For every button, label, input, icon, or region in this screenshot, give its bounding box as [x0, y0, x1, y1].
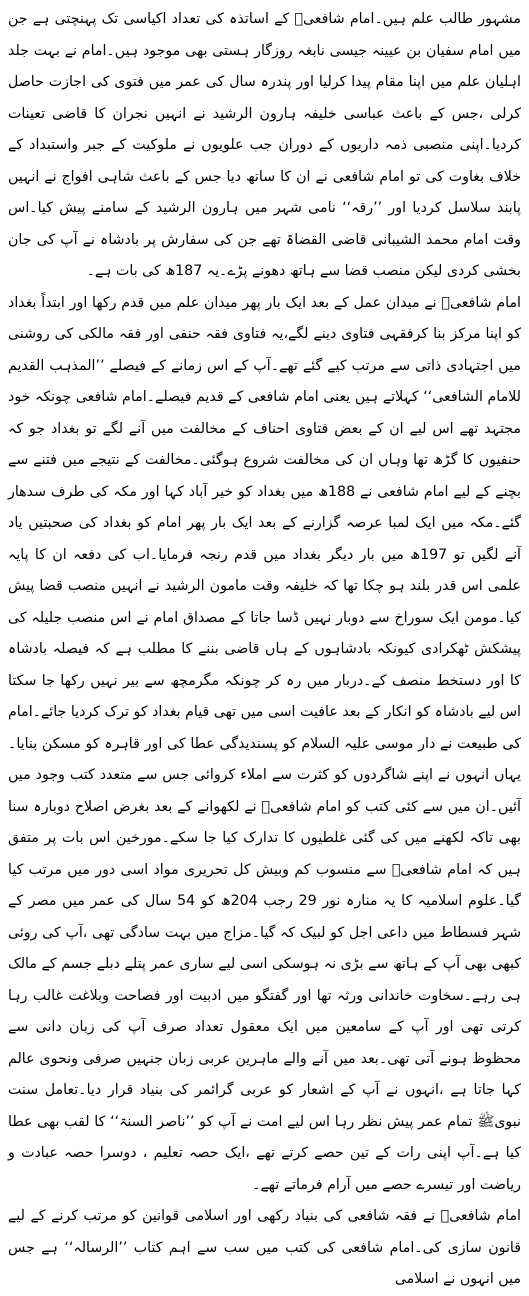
paragraph-imam-shafi-fiqh: امام شافعیؒ نے فقہ شافعی کی بنیاد رکھی اور اسلامی قوانین کو مرتب کرنے کے لیے قانون سازی کی۔امام شافعی کی کتب میں سب سے اہم کتاب ’’الرسالہ‘‘ ہے جس میں انہوں نے اسلامی [8, 1208, 521, 1287]
paragraph-imam-shafi-career: امام شافعیؒ نے میدان عمل کے بعد ایک بار پھر میدان علم میں قدم رکھا اور ابتداً بغداد کو اپنا مرکز بنا کرفقہی فتاوی دینے لگے،یہ فتاوی فقہ حنفی اور فقہ مالکی کی روشنی میں اجتہادی ذاتی سے مرتب کیے گئے تھے۔آپ کے اس زمانے کے فیصلے ’’المذہب القدیم للامام الشافعی‘‘ کہلاتے ہیں یعنی امام شافعی کے قدیم فیصلے۔امام شافعی چونکہ خود مجتہد تھے اس لیے ان کے بعض فتاوی احناف کے مخالفت میں آنے لگے تو بغداد جو کہ حنفیوں کا گڑھ تھا وہاں ان کی مخالفت شروع ہوگئی۔مخالفت کے نتیجے میں فتنے سے بچنے کے لیے امام شافعی نے 188ھ میں بغداد کو خیر آباد کہا اور مکہ کی طرف سدھار گئے۔مکہ میں ایک لمبا عرصہ گزارنے کے بعد ایک بار پھر امام کو بغداد کی صحبتیں یاد آنے لگیں تو 197ھ میں بار دیگر بغداد میں قدم رنجہ فرمایا۔اب کی دفعہ ان کا پایہ علمی اس قدر بلند ہو چکا تھا کہ خلیفہ وقت مامون الرشید نے انہیں منصب قضا پیش کیا۔مومن ایک سوراخ سے دوبار نہیں ڈسا جاتا کے مصداق امام نے اس منصب جلیلہ کی پیشکش ٹھکرادی کیونکہ بادشاہوں کے ہاں قاضی بننے کا مطلب ہے کہ فیصلہ بادشاہ کا اور دستخط منصف کے۔دربار میں رہ کر چونکہ مگرمچھ سے بیر نہیں رکھا جا سکتا اس لیے بادشاہ کو انکار کے بعد عافیت اسی میں تھی قیام بغداد کو ترک کردیا جائے۔امام کی طبیعت نے دار موسی علیہ السلام کو پسندیدگی عطا کی اور قاہرہ کو مسکن بنایا۔یہاں انہوں نے اپنے شاگردوں کو کثرت سے املاء کروائی جس سے متعدد کتب وجود میں آئیں۔ان میں سے کئی کتب کو امام شافعیؒ نے لکھوانے کے بعد بغرض اصلاح دوبارہ سنا بھی تاکہ لکھنے میں کی گئی غلطیوں کا تدارک کیا جا سکے۔مورخین اس بات پر متفق ہیں کہ امام شافعیؒ سے منسوب کم وبیش کل تحریری مواد اسی دور میں مرتب کیا گیا۔علوم اسلامیہ کا یہ منارہ نور 29 رجب 204ھ کو 54 سال کی عمر میں مصر کے شہر فسطاط میں داعی اجل کو لبیک کہ گیا۔مزاج میں بہت سادگی تھی ،آپ کی روئی کبھی بھی آپ کے ہاتھ سے بڑی نہ ہوسکی اسی لیے ساری عمر پتلے دبلے جسم کے مالک ہی رہے۔سخاوت خاندانی ورثہ تھا اور گفتگو میں ادبیت اور فصاحت وبلاغت غالب رہا کرتی تھی اور آپ کے سامعین میں ایک معقول تعداد صرف آپ کی زبان دانی سے محظوظ ہونے آتی تھی۔بعد میں آنے والے ماہرین عربی زبان جنہیں صرفی ونحوی عالم کہا جاتا ہے ،انہوں نے آپ کے اشعار کو عربی گرائمر کی بنیاد قرار دیا۔تعامل سنت نبویﷺ تمام عمر پیش نظر رہا اس لیے امت نے آپ کو ’’ناصر السنۃ‘‘ کا لقب بھی عطا کیا ہے۔آپ اپنی رات کے تین حصے کرتے تھے ،ایک حصہ تعلیم ، دوسرا حصہ عبادت و ریاضت اور تیسرے حصے میں آرام فرماتے تھے۔ [8, 294, 521, 1193]
paragraph-imam-shafi-early-life: مشہور طالب علم ہیں۔امام شافعیؒ کے اساتذہ کی تعداد اکیاسی تک پہنچتی ہے جن میں امام سفیان بن عیینہ جیسی نابغہ روزگار ہستی بھی موجود ہیں۔امام نے بہت جلد اہلیان علم میں اپنا مقام پیدا کرلیا اور پندرہ سال کی عمر میں فتوی کی اجازت حاصل کرلی ،جس کے باعث عباسی خلیفہ ہارون الرشید نے انہیں نجران کا قاضی تعینات کردیا۔اپنی منصبی ذمہ داریوں کے دوران جب علویوں نے ملوکیت کے جبر واستبداد کے خلاف بغاوت کی تو امام شافعی نے ان کا ساتھ دیا جس کے باعث شاہی افواج نے انہیں پابند سلاسل کردیا اور ’’رقہ‘‘ نامی شہر میں ہارون الرشید کے سامنے پیش کیا۔اس وقت امام محمد الشیبانی قاضی القضاۃ تھے جن کی سفارش پر بادشاہ نے آپ کی جان بخشی کردی لیکن منصب قضا سے ہاتھ دھونے پڑے۔یہ 187ھ کی بات ہے۔ [8, 11, 521, 279]
